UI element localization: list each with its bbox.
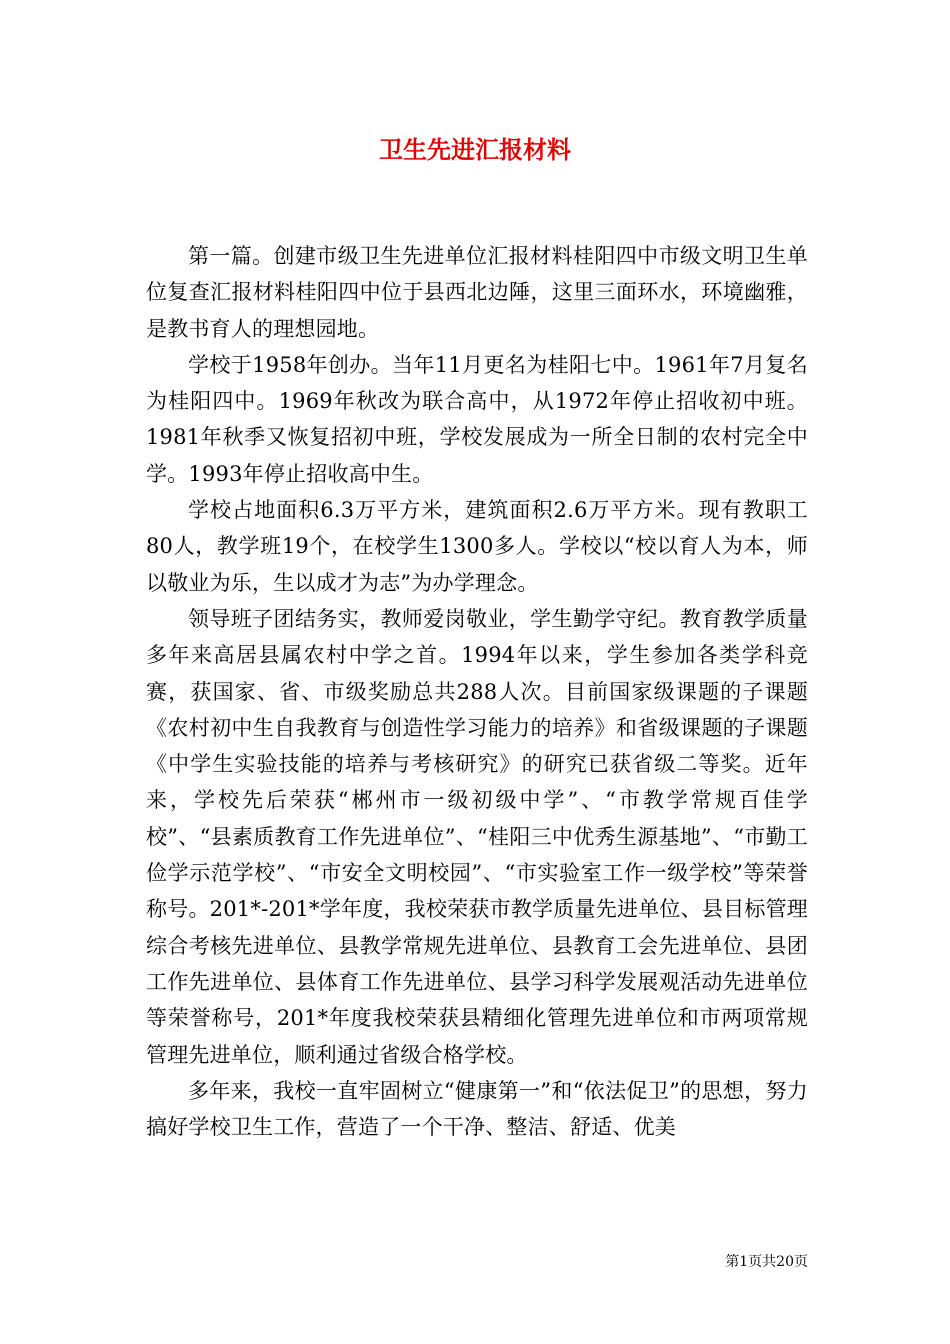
paragraph-3: 学校占地面积6.3万平方米，建筑面积2.6万平方米。现有教职工80人，教学班19个，在校学生1300多人。学校以“校以育人为本，师以敬业为乐，生以成才为志”为办学理念。 <box>146 498 808 595</box>
paragraph-5: 多年来，我校一直牢固树立“健康第一”和“依法促卫”的思想，努力搞好学校卫生工作，营造了一个干净、整洁、舒适、优美 <box>146 1078 808 1140</box>
page-title: 卫生先进汇报材料 <box>379 135 571 164</box>
paragraph-1: 第一篇。创建市级卫生先进单位汇报材料桂阳四中市级文明卫生单位复查汇报材料桂阳四中位于县西北边陲，这里三面环水，环境幽雅，是教书育人的理想园地。 <box>146 244 808 341</box>
paragraph-2: 学校于1958年创办。当年11月更名为桂阳七中。1961年7月复名为桂阳四中。1969年秋改为联合高中，从1972年停止招收初中班。1981年秋季又恢复招初中班，学校发展成为一所全日制的农村完全中学。1993年停止招收高中生。 <box>146 352 808 486</box>
paragraph-4: 领导班子团结务实，教师爱岗敬业，学生勤学守纪。教育教学质量多年来高居县属农村中学之首。1994年以来，学生参加各类学科竞赛，获国家、省、市级奖励总共288人次。目前国家级课题的子课题《农村初中生自我教育与创造性学习能力的培养》和省级课题的子课题《中学生实验技能的培养与考核研究》的研究已获省级二等奖。近年来，学校先后荣获“郴州市一级初级中学”、“市教学常规百佳学校”、“县素质教育工作先进单位”、“桂阳三中优秀生源基地”、“市勤工俭学示范学校”、“市安全文明校园”、“市实验室工作一级学校”等荣誉称号。201*-201*学年度，我校荣获市教学质量先进单位、县目标管理综合考核先进单位、县教学常规先进单位、县教育工会先进单位、县团工作先进单位、县体育工作先进单位、县学习科学发展观活动先进单位等荣誉称号，201*年度我校荣获县精细化管理先进单位和市两项常规管理先进单位，顺利通过省级合格学校。 <box>146 606 808 1067</box>
page-number: 第1页共20页 <box>725 1254 808 1270</box>
document-body <box>146 238 808 1145</box>
